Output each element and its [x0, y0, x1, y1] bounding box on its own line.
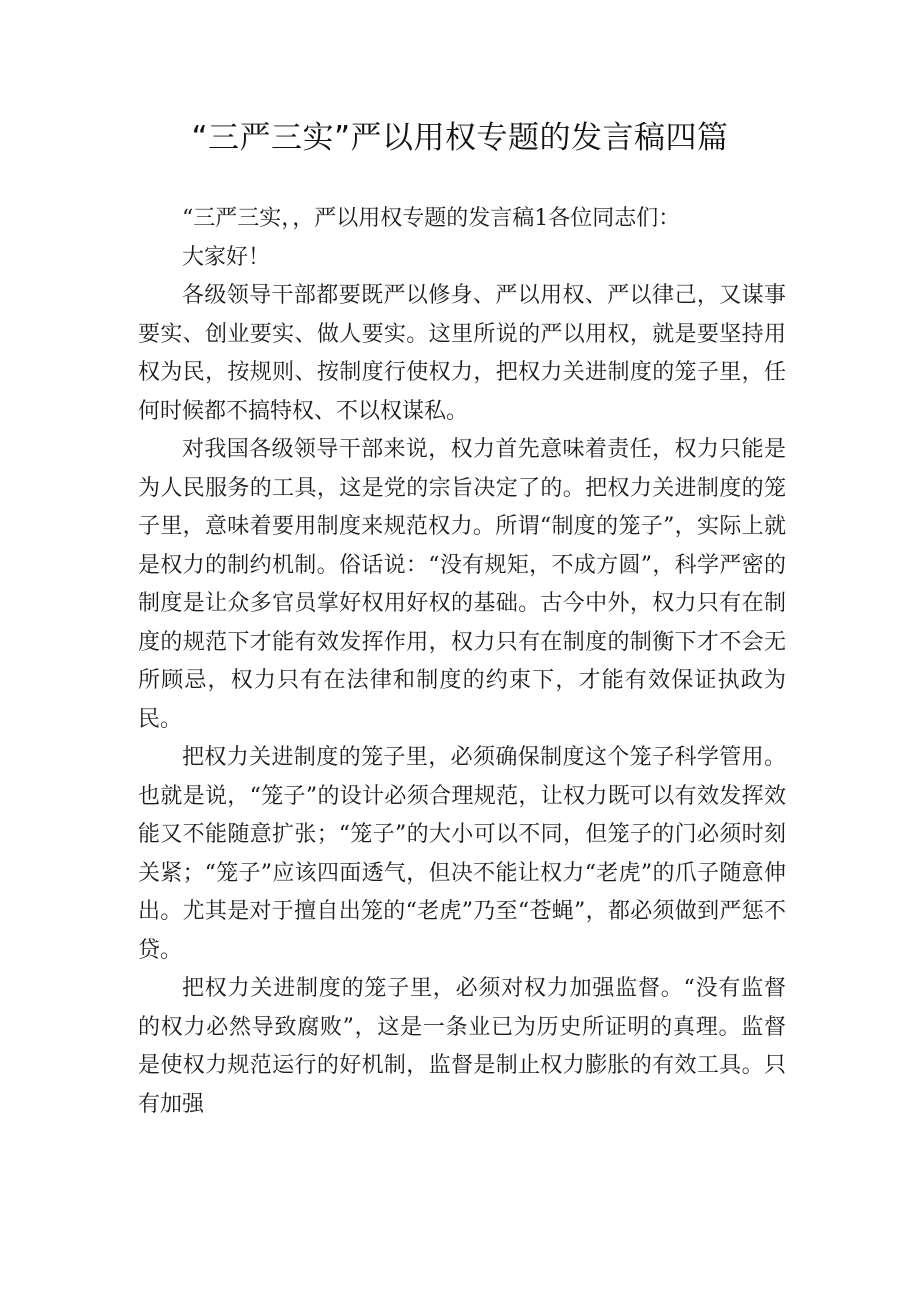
paragraph-responsibility: 对我国各级领导干部来说，权力首先意味着责任，权力只能是为人民服务的工具，这是党的宗旨决定了的。把权力关进制度的笼子里，意味着要用制度来规范权力。所谓“制度的笼子”，实际上就是权力的制约机制。俗话说：“没有规矩，不成方圆”，科学严密的制度是让众多官员掌好权用好权的基础。古今中外，权力只有在制度的规范下才能有效发挥作用，权力只有在制度的制衡下才不会无所顾忌，权力只有在法律和制度的约束下，才能有效保证执政为民。: [138, 437, 786, 732]
paragraph-cage-design: 把权力关进制度的笼子里，必须确保制度这个笼子科学管用。也就是说，“笼子”的设计必须合理规范，让权力既可以有效发挥效能又不能随意扩张；“笼子”的大小可以不同，但笼子的门必须时刻关紧；“笼子”应该四面透气，但决不能让权力“老虎”的爪子随意伸出。尤其是对于擅自出笼的“老虎”乃至“苍蝇”，都必须做到严惩不贷。: [138, 745, 786, 963]
document-title: “三严三实”严以用权专题的发言稿四篇: [191, 120, 729, 156]
paragraph-greeting: 大家好！: [182, 244, 271, 270]
paragraph-supervision: 把权力关进制度的笼子里，必须对权力加强监督。“没有监督的权力必然导致腐败”，这是一条业已为历史所证明的真理。监督是使权力规范运行的好机制，监督是制止权力膨胀的有效工具。只有加强: [138, 976, 786, 1117]
paragraph-salutation: “三严三实，，严以用权专题的发言稿1各位同志们：: [182, 206, 681, 231]
paragraph-intro: 各级领导干部都要既严以修身、严以用权、严以律己，又谋事要实、创业要实、做人要实。这里所说的严以用权，就是要坚持用权为民，按规则、按制度行使权力，把权力关进制度的笼子里，任何时候都不搞特权、不以权谋私。: [138, 283, 786, 424]
document-body: [138, 200, 786, 1124]
